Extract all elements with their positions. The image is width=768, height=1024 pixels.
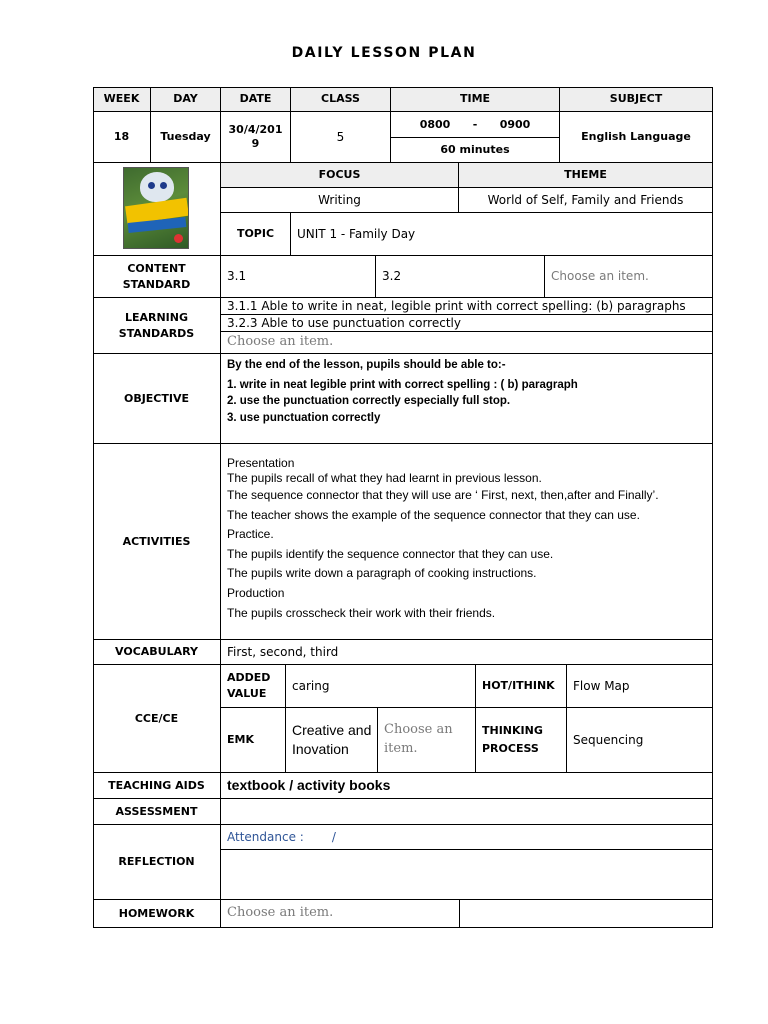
activity-line: The pupils write down a paragraph of cooking instructions. <box>227 566 537 581</box>
content-standard-label: CONTENT STANDARD <box>93 256 221 298</box>
teaching-aids-value[interactable]: textbook / activity books <box>221 773 713 799</box>
emk-label: EMK <box>221 708 286 773</box>
activity-line: The teacher shows the example of the sequence connector that they can use. <box>227 507 640 522</box>
header-time: TIME <box>391 87 560 112</box>
objective-item: 3. use punctuation correctly <box>227 411 381 424</box>
objective-content[interactable] <box>221 354 713 444</box>
thinking-process-label: THINKING PROCESS <box>476 708 567 773</box>
objective-intro: By the end of the lesson, pupils should be able to:- <box>227 359 506 371</box>
activity-line: Presentation <box>227 456 295 470</box>
learning-standard-2[interactable]: 3.2.3 Able to use punctuation correctly <box>221 315 713 332</box>
content-standard-choose[interactable]: Choose an item. <box>545 256 713 298</box>
homework-label: HOMEWORK <box>93 900 221 928</box>
header-week: WEEK <box>93 87 151 112</box>
attendance-field[interactable] <box>221 825 713 850</box>
header-class: CLASS <box>291 87 391 112</box>
activities-label: ACTIVITIES <box>93 444 221 640</box>
emk-choose[interactable]: Choose an item. <box>378 708 476 773</box>
vocabulary-value[interactable]: First, second, third <box>221 640 713 665</box>
learning-standards-label: LEARNING STANDARDS <box>93 298 221 354</box>
header-subject: SUBJECT <box>560 87 713 112</box>
subject-value[interactable]: English Language <box>560 112 713 163</box>
added-value-label: ADDED VALUE <box>221 665 286 708</box>
assessment-value[interactable] <box>221 799 713 825</box>
content-standard-2[interactable]: 3.2 <box>376 256 545 298</box>
time-separator: - <box>472 117 478 131</box>
time-start: 0800 <box>419 117 451 131</box>
added-value[interactable]: caring <box>286 665 476 708</box>
reflection-notes[interactable] <box>221 850 713 900</box>
activity-line: The sequence connector that they will use are ‘ First, next, then,after and Finally’. <box>227 488 659 502</box>
time-end: 0900 <box>499 117 531 131</box>
header-focus: FOCUS <box>221 163 459 188</box>
thinking-process-value[interactable]: Sequencing <box>567 708 713 773</box>
header-day: DAY <box>151 87 221 112</box>
page-title: DAILY LESSON PLAN <box>291 45 477 61</box>
objective-label: OBJECTIVE <box>93 354 221 444</box>
date-value[interactable]: 30/4/2019 <box>221 112 291 163</box>
class-value[interactable]: 5 <box>291 112 391 163</box>
activities-content[interactable] <box>221 444 713 640</box>
week-value[interactable]: 18 <box>93 112 151 163</box>
hot-ithink-value[interactable]: Flow Map <box>567 665 713 708</box>
activity-line: Production <box>227 585 285 600</box>
objective-item: 2. use the punctuation correctly especially full stop. <box>227 395 511 407</box>
day-value[interactable]: Tuesday <box>151 112 221 163</box>
attendance-separator: / <box>331 829 336 844</box>
topic-value[interactable]: UNIT 1 - Family Day <box>291 213 713 256</box>
activity-line: The pupils crosscheck their work with their friends. <box>227 605 496 620</box>
mascot-icon <box>140 172 174 202</box>
learning-standard-choose[interactable]: Choose an item. <box>221 332 713 354</box>
cce-label: CCE/CE <box>93 665 221 773</box>
focus-value[interactable]: Writing <box>221 188 459 213</box>
hot-ithink-label: HOT/ITHINK <box>476 665 567 708</box>
objective-item: 1. write in neat legible print with correct spelling : ( b) paragraph <box>227 378 578 391</box>
learning-standard-1[interactable]: 3.1.1 Able to write in neat, legible print with correct spelling: (b) paragraphs <box>221 298 713 315</box>
content-standard-1[interactable]: 3.1 <box>221 256 376 298</box>
duration-value[interactable]: 60 minutes <box>391 138 560 163</box>
homework-choose[interactable]: Choose an item. <box>221 900 460 928</box>
activity-line: The pupils recall of what they had learnt in previous lesson. <box>227 471 542 485</box>
time-range[interactable] <box>391 112 560 138</box>
homework-notes[interactable] <box>460 900 713 928</box>
header-theme: THEME <box>459 163 713 188</box>
assessment-label: ASSESSMENT <box>93 799 221 825</box>
theme-value[interactable]: World of Self, Family and Friends <box>459 188 713 213</box>
attendance-label: Attendance : <box>227 829 304 844</box>
vocabulary-label: VOCABULARY <box>93 640 221 665</box>
header-date: DATE <box>221 87 291 112</box>
activity-line: The pupils identify the sequence connector that they can use. <box>227 546 554 561</box>
reflection-label: REFLECTION <box>93 825 221 900</box>
teaching-aids-label: TEACHING AIDS <box>93 773 221 799</box>
activity-line: Practice. <box>227 527 274 542</box>
emk-value[interactable]: Creative and Inovation <box>286 708 378 773</box>
topic-label: TOPIC <box>221 213 291 256</box>
textbook-cover-image <box>123 167 189 249</box>
